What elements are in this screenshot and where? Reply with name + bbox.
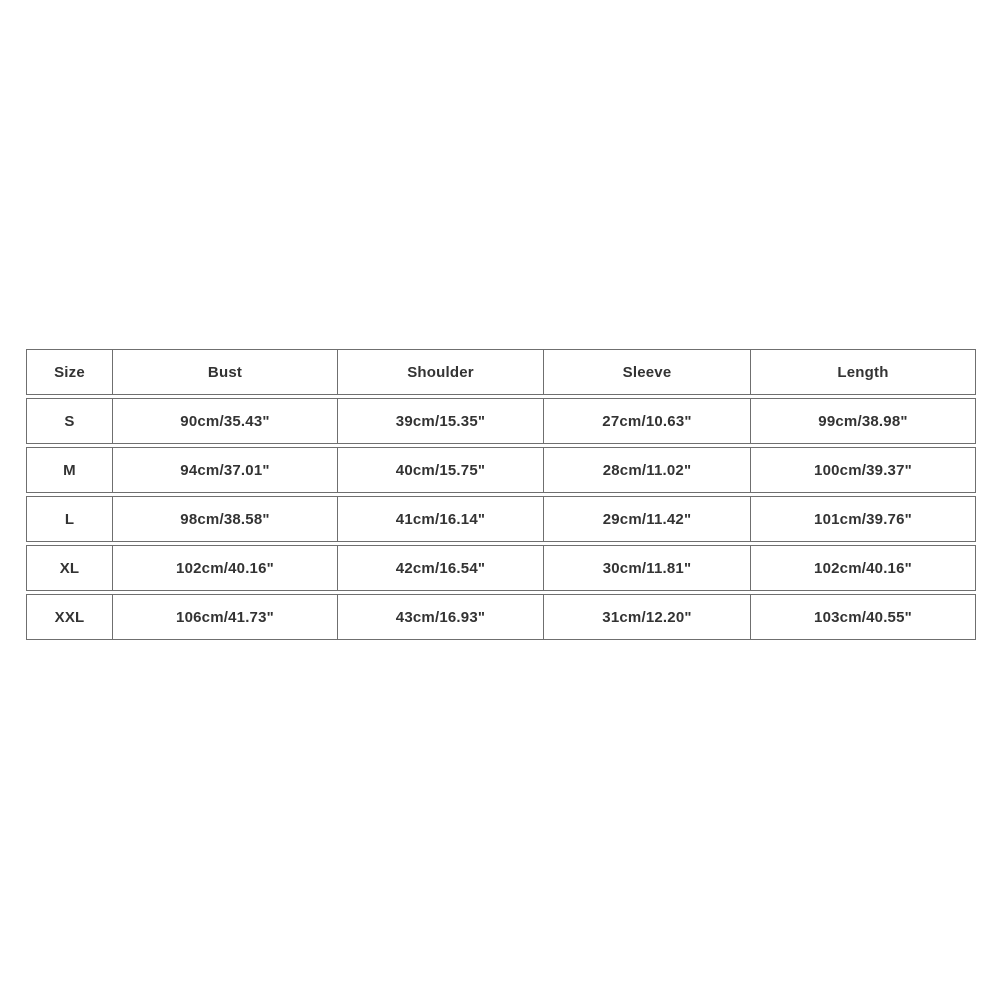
table-row [26,545,976,591]
size-cell: XL [26,545,113,591]
shoulder-cell: 42cm/16.54" [338,545,544,591]
shoulder-cell: 40cm/15.75" [338,447,544,493]
header-cell-bust: Bust [113,349,338,395]
size-cell: M [26,447,113,493]
bust-cell: 102cm/40.16" [113,545,338,591]
shoulder-cell: 41cm/16.14" [338,496,544,542]
header-cell-shoulder: Shoulder [338,349,544,395]
shoulder-cell: 39cm/15.35" [338,398,544,444]
bust-cell: 90cm/35.43" [113,398,338,444]
sleeve-cell: 29cm/11.42" [544,496,751,542]
length-cell: 102cm/40.16" [751,545,976,591]
size-cell: XXL [26,594,113,640]
table-row [26,398,976,444]
table-row [26,594,976,640]
length-cell: 103cm/40.55" [751,594,976,640]
length-cell: 100cm/39.37" [751,447,976,493]
header-cell-sleeve: Sleeve [544,349,751,395]
header-row [26,349,976,395]
size-cell: S [26,398,113,444]
size-chart-container [26,346,976,643]
sleeve-cell: 28cm/11.02" [544,447,751,493]
table-row [26,496,976,542]
length-cell: 99cm/38.98" [751,398,976,444]
header-cell-size: Size [26,349,113,395]
sleeve-cell: 30cm/11.81" [544,545,751,591]
size-cell: L [26,496,113,542]
table-row [26,447,976,493]
sleeve-cell: 27cm/10.63" [544,398,751,444]
bust-cell: 94cm/37.01" [113,447,338,493]
bust-cell: 106cm/41.73" [113,594,338,640]
shoulder-cell: 43cm/16.93" [338,594,544,640]
size-chart-table [26,346,976,643]
header-cell-length: Length [751,349,976,395]
length-cell: 101cm/39.76" [751,496,976,542]
sleeve-cell: 31cm/12.20" [544,594,751,640]
bust-cell: 98cm/38.58" [113,496,338,542]
